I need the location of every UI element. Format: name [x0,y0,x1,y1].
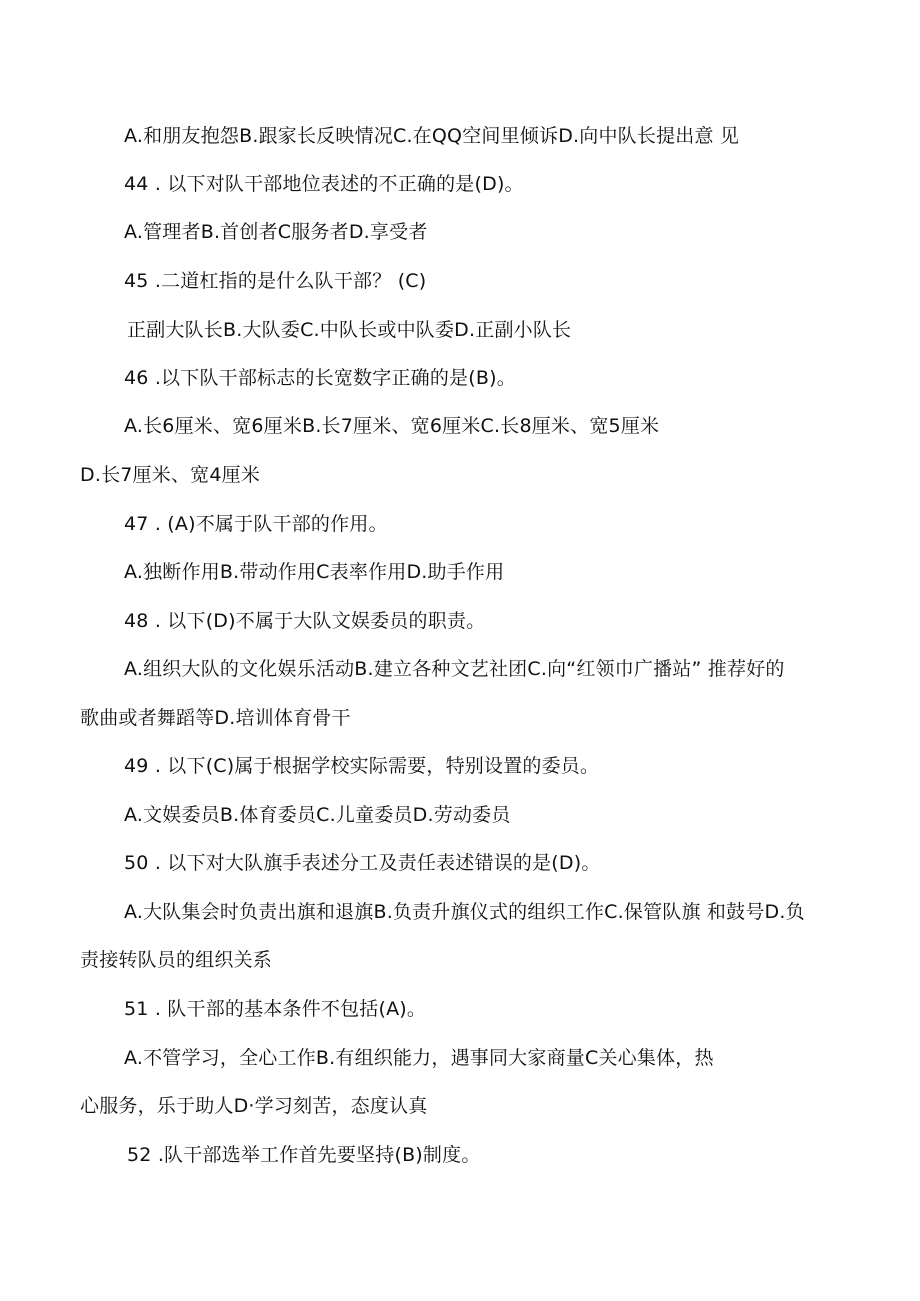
options-45: 正副大队长B.大队委C.中队长或中队委D.正副小队长 [127,319,572,341]
question-51: 51 . 队干部的基本条件不包括(A)。 [124,998,427,1020]
options-48-line2: 歌曲或者舞蹈等D.培训体育骨干 [80,707,351,729]
options-46-line2: D.长7厘米、宽4厘米 [80,464,261,486]
options-47: A.独断作用B.带动作用C表率作用D.助手作用 [124,561,505,583]
question-52: 52 .队干部选举工作首先要坚持(B)制度。 [127,1144,481,1166]
question-50: 50 . 以下对大队旗手表述分工及责任表述错误的是(D)。 [124,852,601,874]
options-48-line1: A.组织大队的文化娱乐活动B.建立各种文艺社团C.向“红领巾广播站” 推荐好的 [124,658,785,680]
options-50-line2: 责接转队员的组织关系 [80,949,273,971]
question-46: 46 .以下队干部标志的长宽数字正确的是(B)。 [124,367,516,389]
options-51-line2: 心服务，乐于助人D·学习刻苦，态度认真 [80,1095,428,1117]
option-line-43: A.和朋友抱怨B.跟家长反映情况C.在QQ空间里倾诉D.向中队长提出意 见 [124,125,740,147]
options-46-line1: A.长6厘米、宽6厘米B.长7厘米、宽6厘米C.长8厘米、宽5厘米 [124,415,660,437]
question-44: 44 . 以下对队干部地位表述的不正确的是(D)。 [124,173,524,195]
question-48: 48 . 以下(D)不属于大队文娱委员的职责。 [124,610,486,632]
options-44: A.管理者B.首创者C服务者D.享受者 [124,221,428,243]
options-50-line1: A.大队集会时负责出旗和退旗B.负责升旗仪式的组织工作C.保管队旗 和鼓号D.负 [124,901,805,923]
options-49: A.文娱委员B.体育委员C.儿童委员D.劳动委员 [124,804,511,826]
question-45: 45 .二道杠指的是什么队干部？ (C) [124,270,427,292]
question-49: 49 . 以下(C)属于根据学校实际需要，特别设置的委员。 [124,755,600,777]
options-51-line1: A.不管学习，全心工作B.有组织能力，遇事同大家商量C关心集体，热 [124,1047,714,1069]
question-47: 47 . (A)不属于队干部的作用。 [124,513,388,535]
